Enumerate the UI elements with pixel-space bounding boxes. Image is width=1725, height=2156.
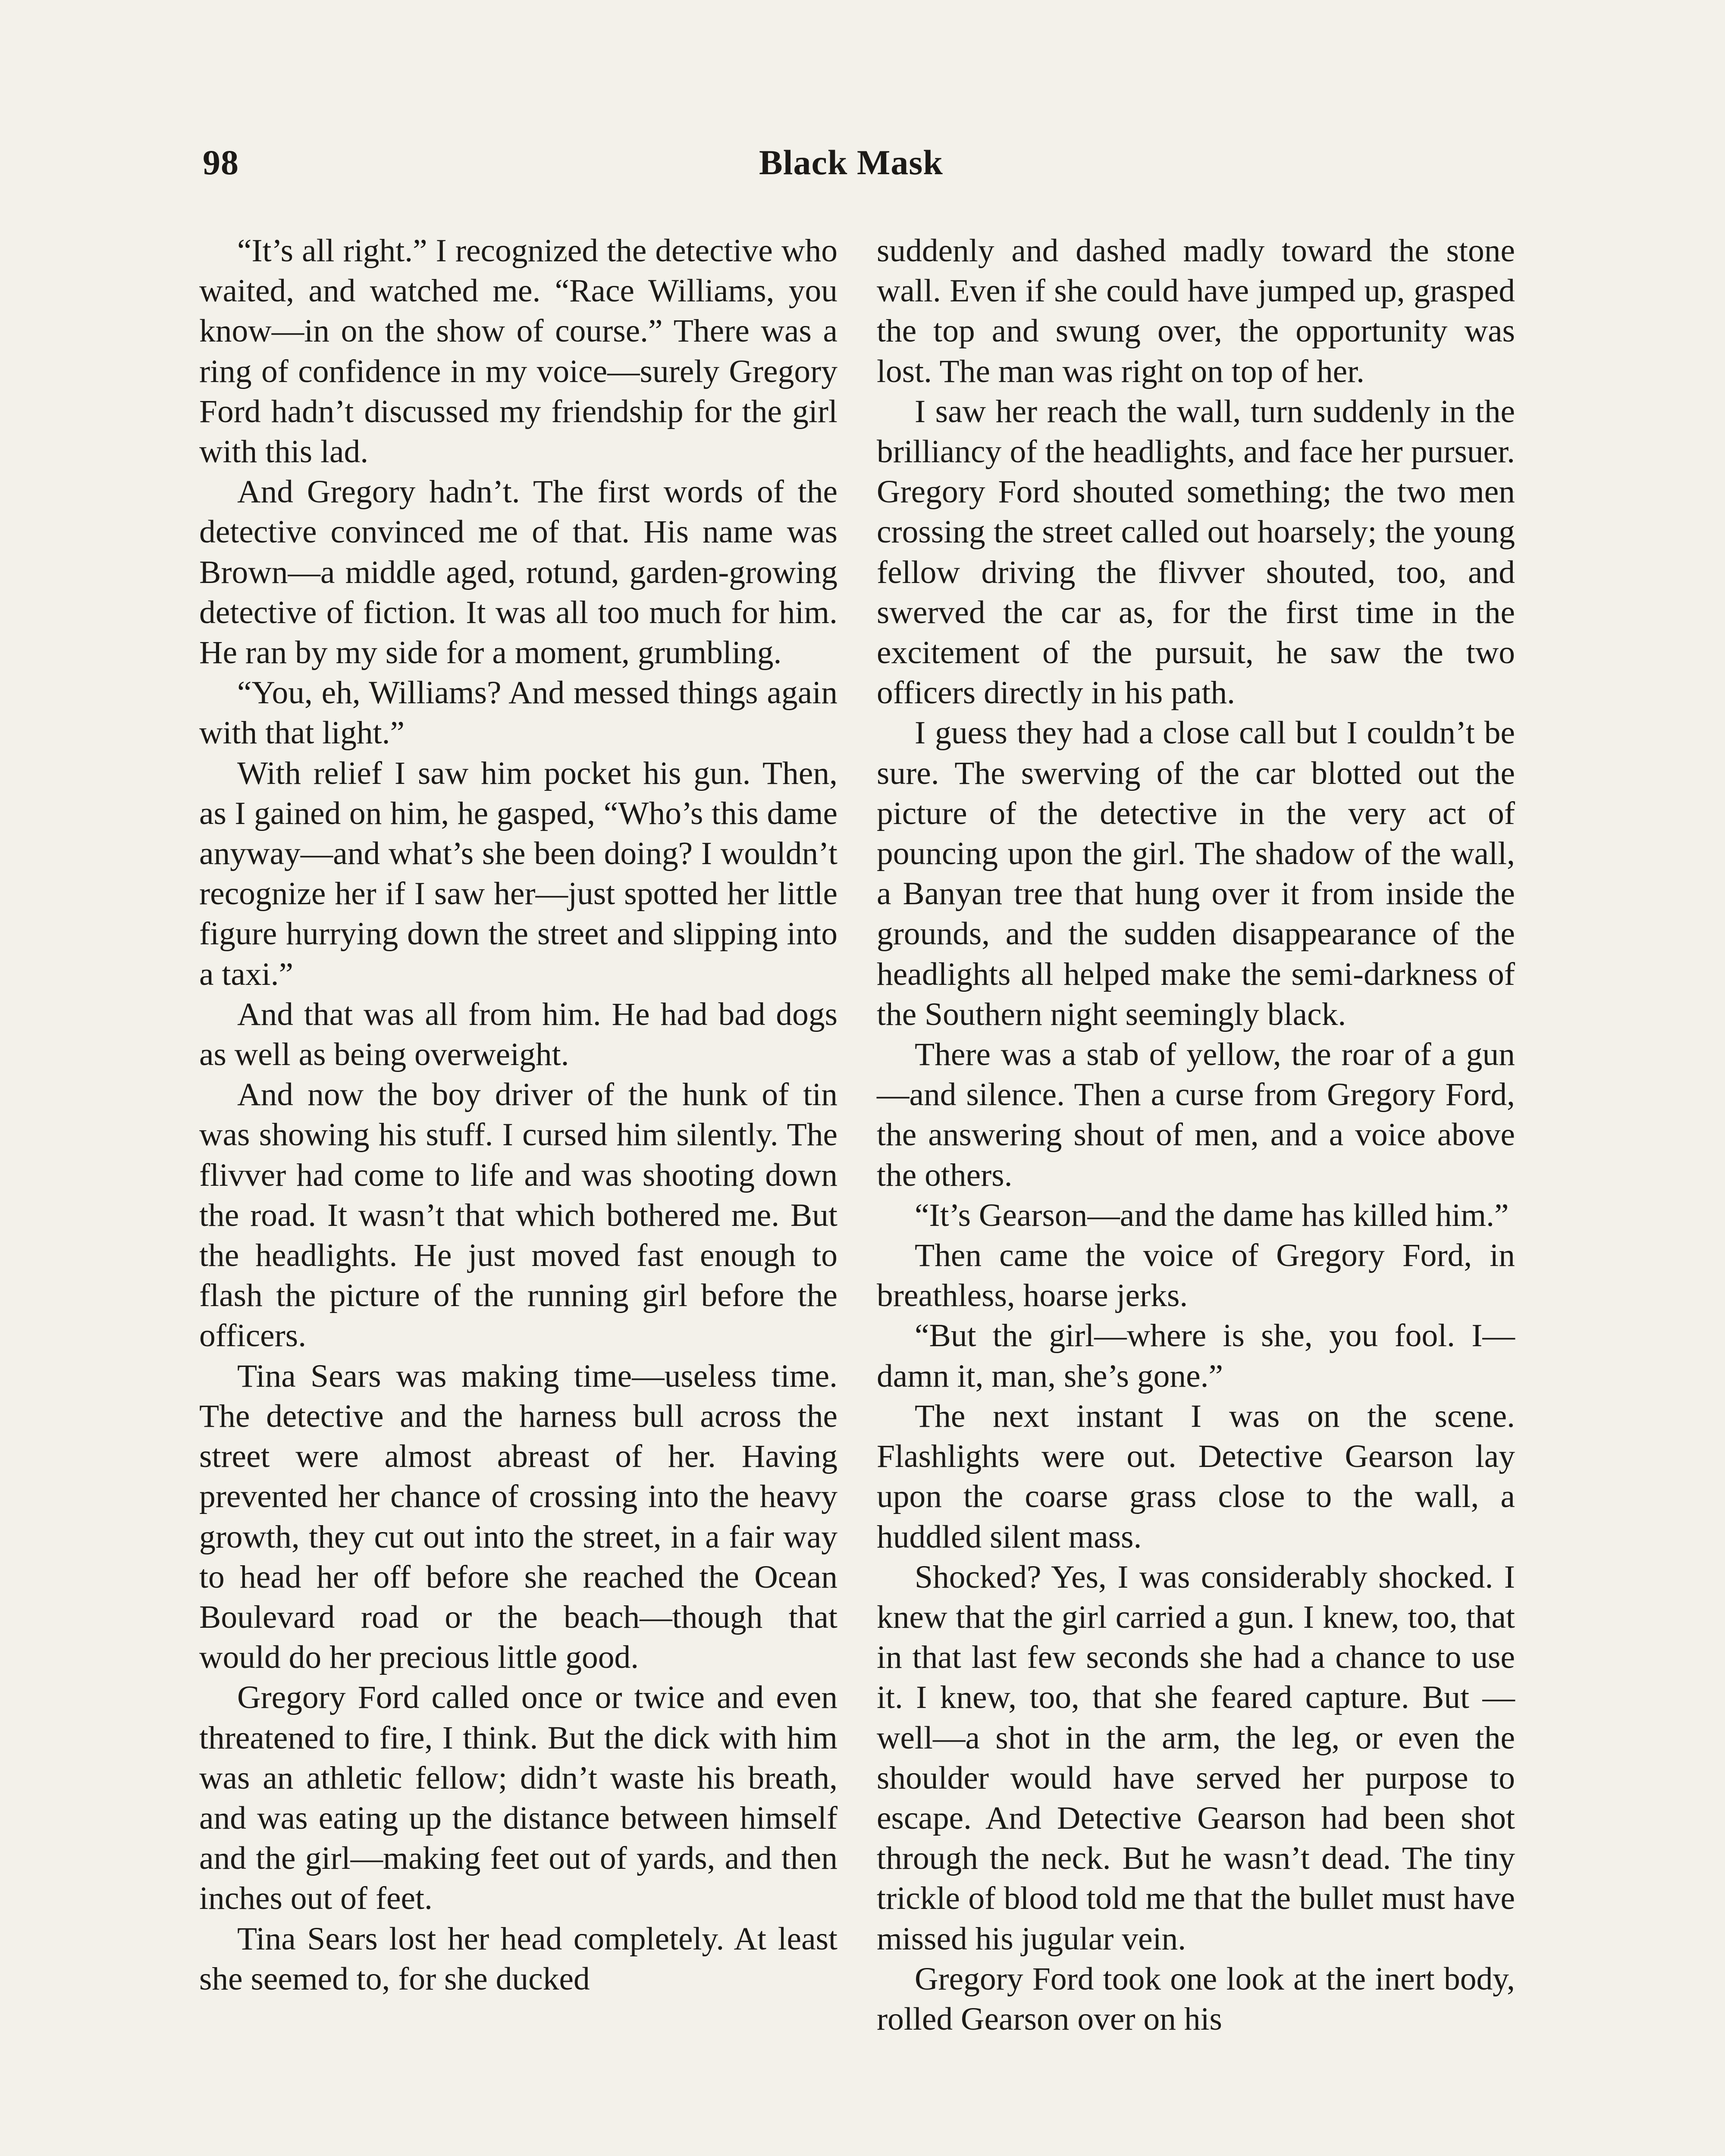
- paragraph: I guess they had a close call but I couldn’t be sure. The swerving of the car blotted out the picture of the detective in the very act of pouncing upon the girl. The shadow of the wall, a Banyan tree that hung over it from inside the grounds, and the sudden disappearance of the headlights all helped make the semi-darkness of the Southern night seemingly black.: [877, 715, 1515, 1032]
- paragraph: Gregory Ford took one look at the inert body, rolled Gearson over on his: [877, 1961, 1515, 2037]
- paragraph: With relief I saw him pocket his gun. Then, as I gained on him, he gasped, “Who’s this dame anyway—and what’s she been doing? I wouldn’t recognize her if I saw her—just spotted her little figure hurrying down the street and slipping into a taxi.”: [199, 755, 837, 992]
- page-header: [203, 142, 1522, 198]
- paragraph: And now the boy driver of the hunk of tin was showing his stuff. I cursed him silently. The flivver had come to life and was shooting down the road. It wasn’t that which bothered me. But the headlights. He just moved fast enough to flash the picture of the running girl before the officers.: [199, 1077, 837, 1354]
- paragraph: Shocked? Yes, I was considerably shocked. I knew that the girl carried a gun. I knew, too, that in that last few seconds she had a chance to use it. I knew, too, that she feared capture. But —well—a shot in the arm, the leg, or even the shoulder would have served her purpose to escape. And Detective Gearson had been shot through the neck. But he wasn’t dead. The tiny trickle of blood told me that the bullet must have missed his jugular vein.: [877, 1559, 1515, 1957]
- left-column: [199, 231, 837, 1999]
- paragraph: Then came the voice of Gregory Ford, in breathless, hoarse jerks.: [877, 1238, 1515, 1314]
- paragraph: And Gregory hadn’t. The first words of the detective convinced me of that. His name was Brown—a middle aged, rotund, garden-growing detective of fiction. It was all too much for him. He ran by my side for a moment, grumbling.: [199, 474, 837, 671]
- paragraph: Gregory Ford called once or twice and even threatened to fire, I think. But the dick with him was an athletic fellow; didn’t waste his breath, and was eating up the distance between himself and the girl—making feet out of yards, and then inches out of feet.: [199, 1680, 837, 1917]
- paragraph: Tina Sears was making time—useless time. The detective and the harness bull across the street were almost abreast of her. Having prevented her chance of crossing into the heavy growth, they cut out into the street, in a fair way to head her off before she reached the Ocean Boulevard road or the beach—though that would do her precious little good.: [199, 1358, 837, 1676]
- page-number: 98: [203, 143, 239, 182]
- paragraph-continuation: suddenly and dashed madly toward the stone wall. Even if she could have jumped up, grasped the top and swung over, the opportunity was lost. The man was right on top of her.: [877, 233, 1515, 389]
- paragraph: “But the girl—where is she, you fool. I—damn it, man, she’s gone.”: [877, 1318, 1515, 1394]
- paragraph: “It’s Gearson—and the dame has killed him.”: [915, 1197, 1509, 1233]
- right-column: [877, 231, 1515, 2039]
- paragraph: “It’s all right.” I recognized the detective who waited, and watched me. “Race Williams, you know—in on the show of course.” There was a ring of confidence in my voice—surely Gregory Ford hadn’t discussed my friendship for the girl with this lad.: [199, 233, 837, 470]
- paragraph: And that was all from him. He had bad dogs as well as being overweight.: [199, 996, 837, 1073]
- running-title: Black Mask: [759, 143, 943, 182]
- paragraph: The next instant I was on the scene. Flashlights were out. Detective Gearson lay upon the coarse grass close to the wall, a huddled silent mass.: [877, 1398, 1515, 1555]
- paragraph: Tina Sears lost her head completely. At least she seemed to, for she ducked: [199, 1921, 837, 1997]
- paragraph: I saw her reach the wall, turn suddenly in the brilliancy of the headlights, and face her pursuer. Gregory Ford shouted something; the two men crossing the street called out hoarsely; the young fellow driving the flivver shouted, too, and swerved the car as, for the first time in the excitement of the pursuit, he saw the two officers directly in his path.: [877, 393, 1515, 711]
- paragraph: There was a stab of yellow, the roar of a gun—and silence. Then a curse from Gregory Ford, the answering shout of men, and a voice above the others.: [877, 1037, 1515, 1193]
- paragraph: “You, eh, Williams? And messed things again with that light.”: [199, 675, 837, 751]
